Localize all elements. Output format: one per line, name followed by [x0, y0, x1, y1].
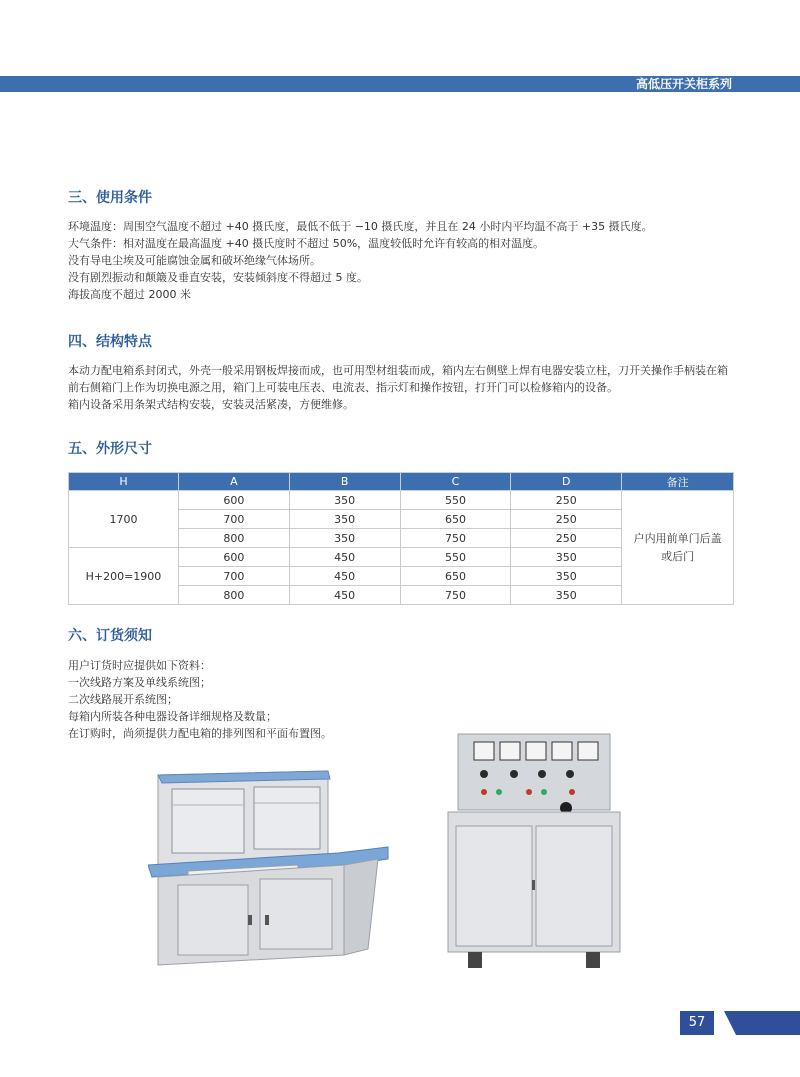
- cell-c: 550: [400, 491, 511, 510]
- cell-d: 350: [511, 548, 622, 567]
- section-title-structure: 四、结构特点: [68, 334, 152, 350]
- cell-a: 800: [178, 586, 289, 605]
- section-title-usage: 三、使用条件: [68, 190, 152, 206]
- cell-d: 250: [511, 510, 622, 529]
- dimensions-table: [68, 472, 734, 605]
- structure-features: [68, 362, 738, 413]
- order-notes: [68, 657, 738, 742]
- col-header-b: B: [289, 473, 400, 491]
- cell-b: 450: [289, 586, 400, 605]
- table-header-row: [69, 473, 734, 491]
- cell-a: 800: [178, 529, 289, 548]
- cell-note: [622, 491, 734, 605]
- section-title-order: 六、订货须知: [68, 628, 152, 644]
- cell-b: 350: [289, 510, 400, 529]
- structure-line: 箱内设备采用条架式结构安装，安装灵活紧凑，方便维修。: [68, 398, 354, 411]
- usage-conditions: [68, 218, 738, 303]
- order-line: 在订购时，尚须提供力配电箱的排列图和平面布置图。: [68, 727, 332, 740]
- cell-c: 750: [400, 586, 511, 605]
- cell-a: 600: [178, 491, 289, 510]
- cell-a: 700: [178, 510, 289, 529]
- cell-b: 450: [289, 548, 400, 567]
- order-line: 每箱内所装各种电器设备详细规格及数量；: [68, 710, 277, 723]
- usage-line: 海拔高度不超过 2000 米: [68, 288, 191, 301]
- cell-a: 700: [178, 567, 289, 586]
- cell-c: 650: [400, 510, 511, 529]
- cell-b: 450: [289, 567, 400, 586]
- cell-d: 350: [511, 567, 622, 586]
- usage-line: 没有剧烈振动和颠簸及垂直安装，安装倾斜度不得超过 5 度。: [68, 271, 368, 284]
- col-header-note: 备注: [622, 473, 734, 491]
- note-line: 户内用前单门后盖: [633, 531, 722, 545]
- cell-d: 250: [511, 491, 622, 510]
- cell-h: 1700: [69, 491, 179, 548]
- order-line: 一次线路方案及单线系统图；: [68, 676, 211, 689]
- order-line: 用户订货时应提供如下资料：: [68, 659, 211, 672]
- col-header-c: C: [400, 473, 511, 491]
- cell-c: 750: [400, 529, 511, 548]
- header-title: 高低压开关柜系列: [635, 77, 732, 91]
- col-header-d: D: [511, 473, 622, 491]
- section-title-dimensions: 五、外形尺寸: [68, 441, 152, 457]
- col-header-a: A: [178, 473, 289, 491]
- cell-h: H+200=1900: [69, 548, 179, 605]
- order-line: 二次线路展开系统图；: [68, 693, 178, 706]
- distribution-cabinet-image: [444, 730, 624, 975]
- cell-c: 550: [400, 548, 511, 567]
- usage-line: 环境温度：周围空气温度不超过 +40 摄氏度，最低不低于 −10 摄氏度，并且在 24 小时内平均温不高于 +35 摄氏度。: [68, 220, 653, 233]
- console-cabinet-image: [148, 765, 393, 980]
- page-number: 57: [688, 1015, 706, 1030]
- cell-d: 350: [511, 586, 622, 605]
- cell-d: 250: [511, 529, 622, 548]
- structure-line: 本动力配电箱系封闭式，外壳一般采用钢板焊接而成，也可用型材组装而成，箱内左右侧壁上焊有电器安装立柱，刀开关操作手柄装在箱前右侧箱门上作为切换电源之用，箱门上可装电压表、电流表、指示灯和操作按钮，打开门可以检修箱内的设备。: [68, 364, 728, 394]
- usage-line: 大气条件：相对温度在最高温度 +40 摄氏度时不超过 50%，温度较低时允许有较高的相对温度。: [68, 237, 545, 250]
- table-row: [69, 491, 734, 510]
- cell-b: 350: [289, 529, 400, 548]
- cell-c: 650: [400, 567, 511, 586]
- cell-b: 350: [289, 491, 400, 510]
- cell-a: 600: [178, 548, 289, 567]
- note-line: 或后门: [661, 549, 695, 563]
- usage-line: 没有导电尘埃及可能腐蚀金属和破坏绝缘气体场所。: [68, 254, 321, 267]
- col-header-h: H: [69, 473, 179, 491]
